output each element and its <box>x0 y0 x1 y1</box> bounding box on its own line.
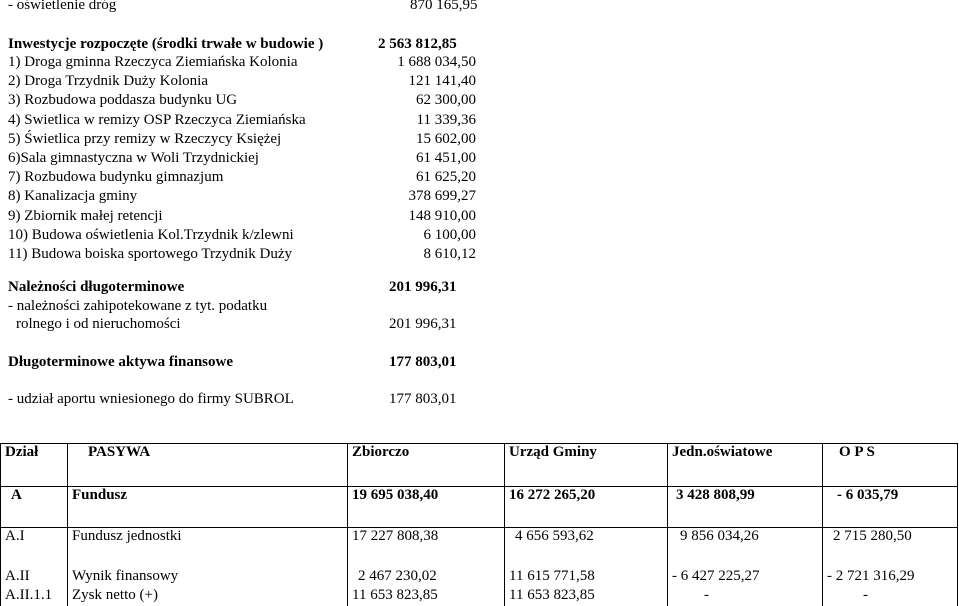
row-ai-jedn: 9 856 034,26 <box>668 528 823 569</box>
financial-item-label: - udział aportu wniesionego do firmy SUBROL <box>8 391 294 407</box>
header-jedn-oswiatowe: Jedn.oświatowe <box>668 444 823 487</box>
investment-item-label: 8) Kanalizacja gminy <box>8 188 138 205</box>
row-ai-zbiorczo: 17 227 808,38 <box>348 528 505 569</box>
financial-title: Długoterminowe aktywa finansowe <box>8 354 233 370</box>
header-pasywa: PASYWA <box>68 444 348 487</box>
row-a-name: Fundusz <box>68 487 348 528</box>
financial-item-value: 177 803,01 <box>389 391 457 407</box>
financial-total: 177 803,01 <box>389 354 457 370</box>
header-urzad-gminy: Urząd Gminy <box>505 444 668 487</box>
investment-item-value: 62 300,00 <box>416 92 476 109</box>
row-aii-zbiorczo: 2 467 230,02 <box>348 568 505 587</box>
row-aii-jedn: - 6 427 225,27 <box>668 568 823 587</box>
top-value: 870 165,95 <box>410 0 478 13</box>
row-aii11-dzial: A.II.1.1 <box>1 587 68 606</box>
row-aii11-jedn: - <box>668 587 823 606</box>
receivables-value: 201 996,31 <box>389 316 457 332</box>
investment-item-value: 148 910,00 <box>408 207 476 224</box>
investment-item-label: 9) Zbiornik małej retencji <box>8 207 163 224</box>
table-row <box>1 528 958 569</box>
table-row-a <box>1 487 958 528</box>
investment-item-value: 61 625,20 <box>416 169 476 186</box>
investment-item-label: 6)Sala gimnastyczna w Woli Trzydnickiej <box>8 150 259 166</box>
investment-item-label: 10) Budowa oświetlenia Kol.Trzydnik k/zlewni <box>8 226 294 243</box>
investment-item-value: 61 451,00 <box>416 150 476 166</box>
pasywa-table <box>0 443 958 606</box>
row-ai-name: Fundusz jednostki <box>68 528 348 569</box>
receivables-total: 201 996,31 <box>389 279 457 295</box>
row-a-urzad: 16 272 265,20 <box>505 487 668 528</box>
investment-item-value: 15 602,00 <box>416 130 476 147</box>
row-aii-dzial: A.II <box>1 568 68 587</box>
row-a-jedn: 3 428 808,99 <box>668 487 823 528</box>
row-aii11-name: Zysk netto (+) <box>68 587 348 606</box>
header-ops: O P S <box>823 444 958 487</box>
investment-item-value: 378 699,27 <box>408 188 476 205</box>
table-row <box>1 568 958 587</box>
investment-item-label: 2) Droga Trzydnik Duży Kolonia <box>8 73 208 90</box>
row-a-zbiorczo: 19 695 038,40 <box>348 487 505 528</box>
investment-item-value: 1 688 034,50 <box>397 54 476 70</box>
row-aii11-urzad: 11 653 823,85 <box>505 587 668 606</box>
row-a-ops: - 6 035,79 <box>823 487 958 528</box>
investment-item-label: 4) Swietlica w remizy OSP Rzeczyca Ziemiańska <box>8 111 306 128</box>
header-dzial: Dział <box>1 444 68 487</box>
header-zbiorczo: Zbiorczo <box>348 444 505 487</box>
row-aii11-zbiorczo: 11 653 823,85 <box>348 587 505 606</box>
row-aii-urzad: 11 615 771,58 <box>505 568 668 587</box>
receivables-title: Należności długoterminowe <box>8 279 185 295</box>
investment-item-label: 1) Droga gminna Rzeczyca Ziemiańska Kolonia <box>8 54 298 70</box>
row-ai-urzad: 4 656 593,62 <box>505 528 668 569</box>
row-a-dzial: A <box>1 487 68 528</box>
investment-item-value: 11 339,36 <box>416 111 476 128</box>
row-ai-ops: 2 715 280,50 <box>823 528 958 569</box>
table-header-row <box>1 444 958 487</box>
investment-item-label: 3) Rozbudowa poddasza budynku UG <box>8 92 238 109</box>
receivables-line2: rolnego i od nieruchomości <box>16 316 181 332</box>
top-label: - oświetlenie dróg <box>8 0 117 13</box>
investments-title: Inwestycje rozpoczęte (środki trwałe w budowie ) <box>8 36 324 52</box>
row-ai-dzial: A.I <box>1 528 68 569</box>
receivables-line1: - należności zahipotekowane z tyt. podatku <box>8 298 268 314</box>
row-aii-ops: - 2 721 316,29 <box>823 568 958 587</box>
investments-total: 2 563 812,85 <box>378 36 457 52</box>
investment-item-label: 11) Budowa boiska sportowego Trzydnik Duży <box>8 246 293 262</box>
investment-item-label: 7) Rozbudowa budynku gimnazjum <box>8 169 224 186</box>
investment-item-value: 121 141,40 <box>408 73 476 90</box>
investment-item-label: 5) Świetlica przy remizy w Rzeczycy Księżej <box>8 130 282 147</box>
row-aii11-ops: - <box>823 587 958 606</box>
investment-item-value: 8 610,12 <box>423 246 476 262</box>
table-row <box>1 587 958 606</box>
investment-item-value: 6 100,00 <box>423 226 476 243</box>
row-aii-name: Wynik finansowy <box>68 568 348 587</box>
